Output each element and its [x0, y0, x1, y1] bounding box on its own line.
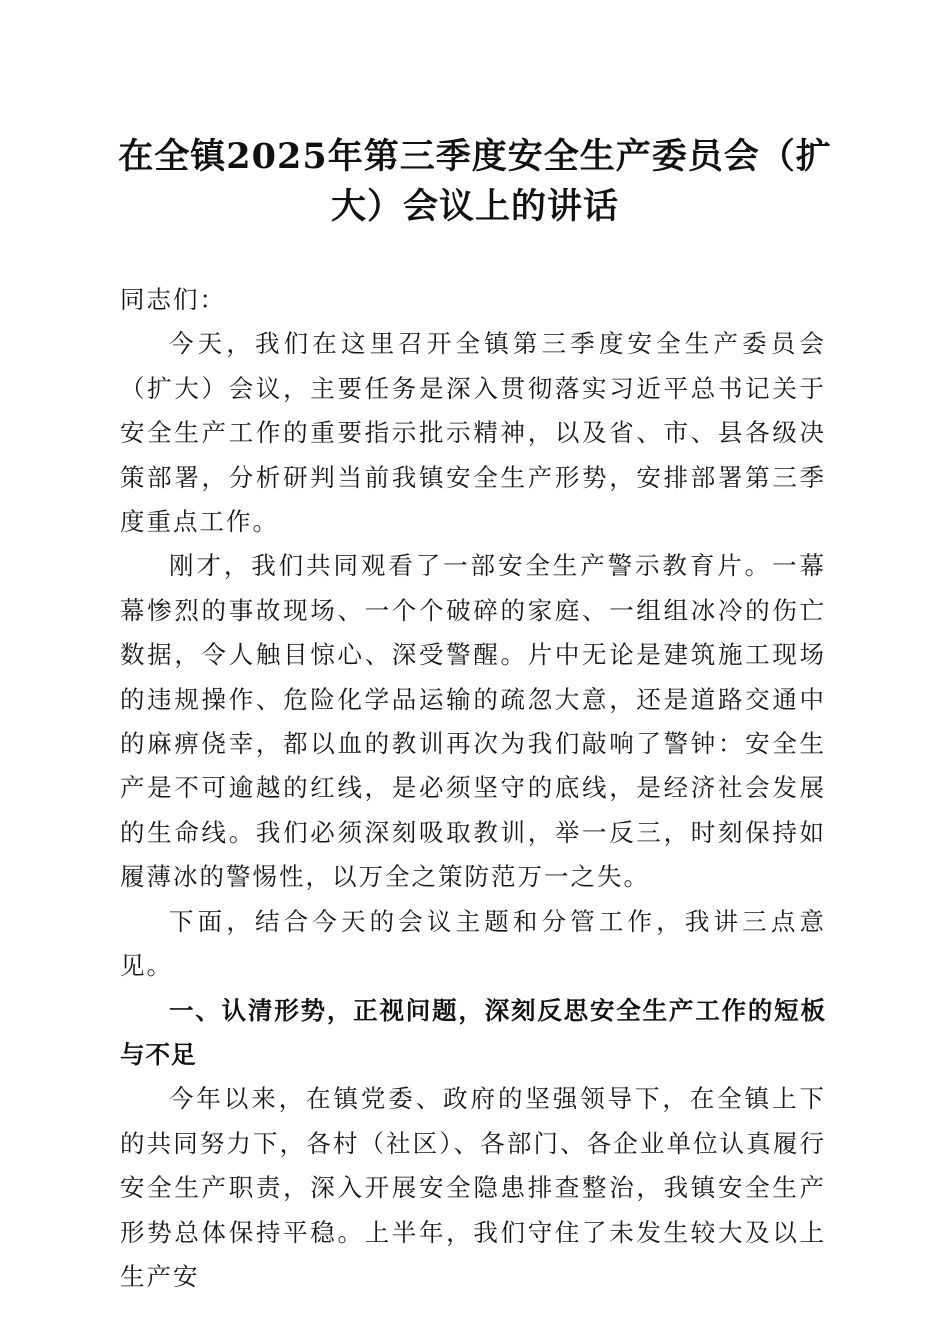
- salutation: 同志们：: [120, 285, 226, 314]
- document-title: 在全镇2025年第三季度安全生产委员会（扩大）会议上的讲话: [118, 136, 832, 227]
- section-heading-one: 一、认清形势，正视问题，深刻反思安全生产工作的短板与不足: [120, 995, 826, 1069]
- paragraph-warning-film: 刚才，我们共同观看了一部安全生产警示教育片。一幕幕惨烈的事故现场、一个个破碎的家庭、一组组冰冷的伤亡数据，令人触目惊心、深受警醒。片中无论是建筑施工现场的违规操作、危险化学品运输的疏忽大意，还是道路交通中的麻痹侥幸，都以血的教训再次为我们敲响了警钟：安全生产是不可逾越的红线，是必须坚守的底线，是经济社会发展的生命线。我们必须深刻吸取教训，举一反三，时刻保持如履薄冰的警惕性，以万全之策防范万一之失。: [120, 551, 826, 892]
- paragraph-opening: 今天，我们在这里召开全镇第三季度安全生产委员会（扩大）会议，主要任务是深入贯彻落实习近平总书记关于安全生产工作的重要指示批示精神，以及省、市、县各级决策部署，分析研判当前我镇安全生产形势，安排部署第三季度重点工作。: [120, 329, 826, 537]
- document-body: [120, 278, 826, 1299]
- paragraph-three-points: 下面，结合今天的会议主题和分管工作，我讲三点意见。: [120, 906, 826, 981]
- paragraph-situation: 今年以来，在镇党委、政府的坚强领导下，在全镇上下的共同努力下，各村（社区）、各部门、各企业单位认真履行安全生产职责，深入开展安全隐患排查整治，我镇安全生产形势总体保持平稳。上半年，我们守住了未发生较大及以上生产安: [120, 1084, 826, 1291]
